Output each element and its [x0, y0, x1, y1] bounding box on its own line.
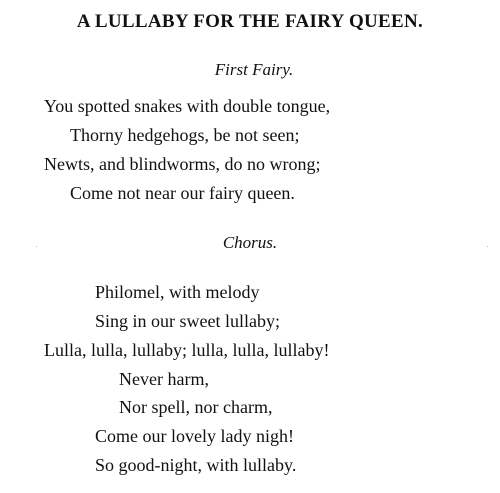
paper-speck [487, 246, 488, 247]
chorus-line: Sing in our sweet lullaby; [95, 311, 280, 331]
paper-speck [36, 246, 37, 247]
verse-line: Thorny hedgehogs, be not seen; [70, 125, 300, 145]
chorus-line: Nor spell, nor charm, [119, 397, 273, 417]
section-heading-chorus: Chorus. [222, 233, 278, 252]
chorus-line: So good-night, with lullaby. [95, 455, 297, 475]
verse-line: Come not near our fairy queen. [70, 183, 295, 203]
section-heading-first-fairy: First Fairy. [214, 60, 294, 79]
verse-line: Newts, and blindworms, do no wrong; [44, 154, 321, 174]
chorus-line: Never harm, [119, 369, 209, 389]
chorus-line: Philomel, with melody [95, 282, 260, 302]
chorus-line: Come our lovely lady nigh! [95, 426, 294, 446]
verse-line: You spotted snakes with double tongue, [44, 96, 331, 116]
poem-title: A LULLABY FOR THE FAIRY QUEEN. [76, 11, 424, 32]
chorus-line: Lulla, lulla, lullaby; lulla, lulla, lullaby! [44, 340, 330, 360]
